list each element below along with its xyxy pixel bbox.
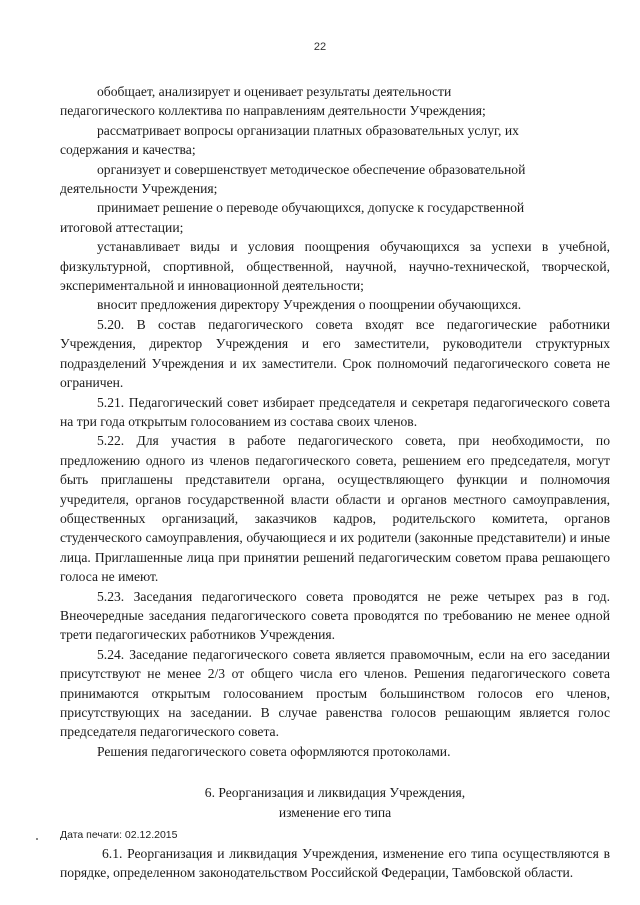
clause-5-22: 5.22. Для участия в работе педагогического совета, при необходимости, по предложению одного из членов педагогического совета, решением его председателя, могут быть приглашены представители органа, осуществляющего функции и полномочия учредителя, органов государственной власти области и органов местного самоуправления, общественных организаций, заказчиков кадров, родительского комитета, органов студенческого самоуправления, обучающиеся и их родители (законные представители) и иные лица. Приглашенные лица при принятии решений педагогическим советом права решающего голоса не имеют. xyxy=(60,433,610,585)
section-heading xyxy=(60,783,610,822)
clause-5-21: 5.21. Педагогический совет избирает председателя и секретаря педагогического совета на три года открытым голосованием из состава своих членов. xyxy=(60,394,610,429)
paragraph: Решения педагогического совета оформляются протоколами. xyxy=(97,743,451,759)
paragraph: организует и совершенствует методическое обеспечение образовательной xyxy=(97,161,526,177)
paragraph-continuation: педагогического коллектива по направлениям деятельности Учреждения; xyxy=(60,103,486,119)
paragraph-continuation: итоговой аттестации; xyxy=(60,219,184,235)
clause-5-24: 5.24. Заседание педагогического совета является правомочным, если на его заседании присутствуют не менее 2/3 от общего числа его членов. Решения педагогического совета принимаются открытым голосованием простым большинством голосов его членов, присутствующих на заседании. В случае равенства голосов решающим является голос председателя педагогического совета. xyxy=(60,646,610,740)
paragraph: устанавливает виды и условия поощрения обучающихся за успехи в учебной, физкультурной, спортивной, общественной, научной, научно-технической, творческой, экспериментальной и инновационной деятельности; xyxy=(60,239,610,294)
paragraph: обобщает, анализирует и оценивает результаты деятельности xyxy=(97,84,452,99)
clause-5-20: 5.20. В состав педагогического совета входят все педагогические работники Учреждения, директор Учреждения и его заместители, руководители структурных подразделений Учреждения и их заместители. Срок полномочий педагогического совета не ограничен. xyxy=(60,316,610,391)
section-heading-line1: 6. Реорганизация и ликвидация Учреждения, xyxy=(204,785,466,801)
margin-mark xyxy=(36,838,38,840)
paragraph-continuation: деятельности Учреждения; xyxy=(60,181,218,197)
paragraph: принимает решение о переводе обучающихся, допуске к государственной xyxy=(97,200,525,216)
print-date: Дата печати: 02.12.2015 xyxy=(60,829,178,841)
document-body xyxy=(60,82,610,883)
paragraph: рассматривает вопросы организации платных образовательных услуг, их xyxy=(97,122,519,138)
paragraph: вносит предложения директору Учреждения о поощрении обучающихся. xyxy=(97,297,522,313)
section-heading-line2: изменение его типа xyxy=(278,804,392,820)
clause-5-23: 5.23. Заседания педагогического совета проводятся не реже четырех раз в год. Внеочередные заседания педагогического совета проводятся по требованию не менее одной трети педагогических работников Учреждения. xyxy=(60,588,610,643)
spacer xyxy=(60,761,610,783)
paragraph-continuation: содержания и качества; xyxy=(60,142,196,158)
clause-6-1: 6.1. Реорганизация и ликвидация Учреждения, изменение его типа осуществляются в порядке, определенном законодательством Российской Федерации, Тамбовской области. xyxy=(60,846,610,881)
page-number: 22 xyxy=(313,41,327,53)
